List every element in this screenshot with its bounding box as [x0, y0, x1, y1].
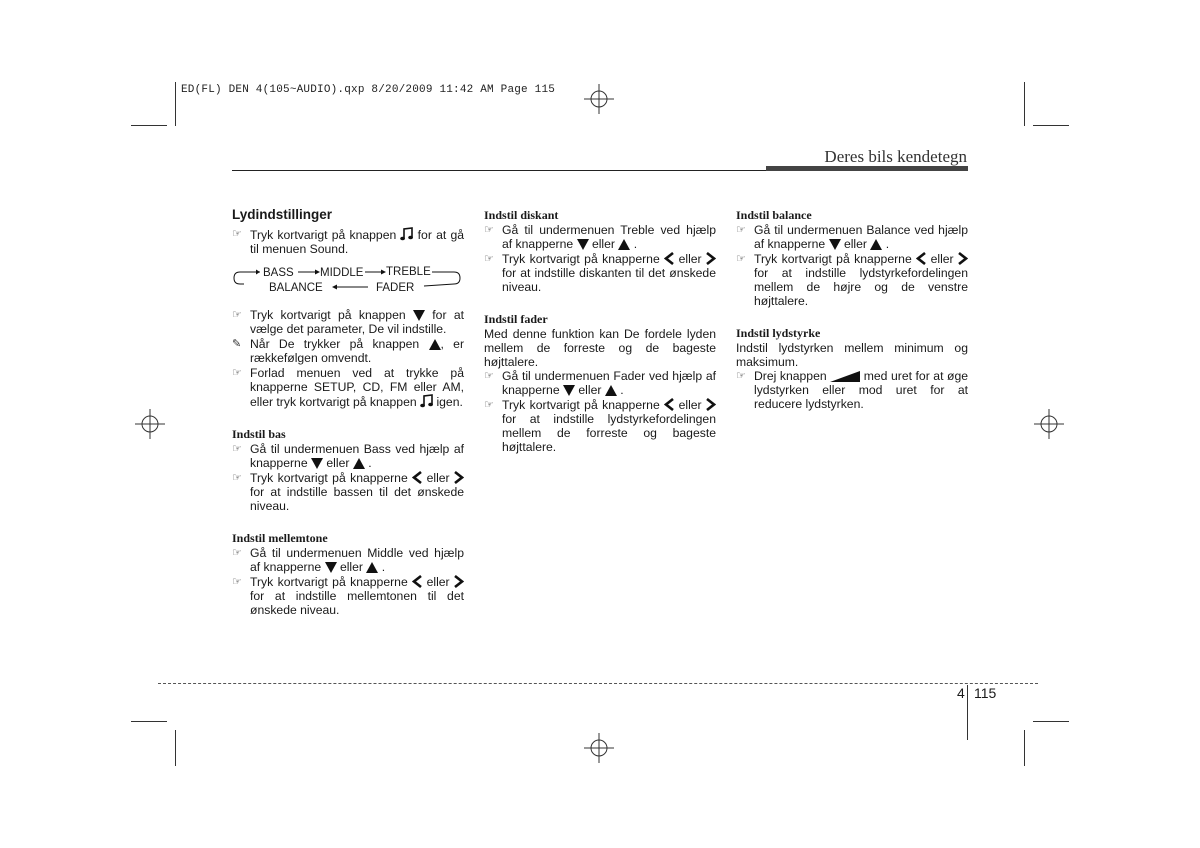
chevron-right-icon	[454, 471, 464, 484]
pointing-hand-icon: ☞	[484, 370, 494, 382]
pointing-hand-icon: ☞	[232, 443, 242, 455]
chevron-left-icon	[916, 252, 926, 265]
volume-wedge-icon	[830, 371, 860, 382]
registration-mark-icon	[584, 84, 614, 114]
triangle-up-icon	[429, 339, 441, 350]
page-number: 115	[974, 685, 997, 701]
fader-heading: Indstil fader	[484, 312, 548, 326]
print-slug: ED(FL) DEN 4(105~AUDIO).qxp 8/20/2009 11:42 AM Page 115	[181, 84, 556, 96]
triangle-down-icon	[577, 239, 589, 250]
list-item: ☞ Gå til undermenuen Balance ved hjælp af knapperne eller .	[736, 223, 968, 251]
pencil-note-icon: ✎	[232, 338, 242, 350]
list-item: ☞ Tryk kortvarigt på knapperne eller for at indstille bassen til det ønskede niveau.	[232, 471, 464, 513]
list-item: ☞ Gå til undermenuen Treble ved hjælp af knapperne eller .	[484, 223, 716, 251]
triangle-up-icon	[618, 239, 630, 250]
pointing-hand-icon: ☞	[232, 228, 242, 240]
registration-mark-icon	[1034, 409, 1064, 439]
list-item: ☞ Forlad menuen ved at trykke på knapperne SETUP, CD, FM eller AM, eller tryk kortvarigt på knappen igen.	[232, 366, 464, 409]
page-number-separator	[967, 685, 968, 740]
list-item: ☞ Tryk kortvarigt på knappen for at vælge det parameter, De vil indstille.	[232, 308, 465, 336]
diagram-label-fader: FADER	[376, 282, 415, 294]
chapter-number: 4	[957, 685, 965, 701]
footer-rule	[158, 683, 1038, 684]
list-item: ☞ Tryk kortvarigt på knapperne eller for at indstille diskanten til det ønskede niveau.	[484, 252, 716, 294]
crop-mark	[1033, 721, 1069, 722]
sound-menu-cycle-diagram	[232, 262, 464, 302]
pointing-hand-icon: ☞	[736, 224, 746, 236]
bass-heading: Indstil bas	[232, 427, 286, 441]
triangle-down-icon	[563, 385, 575, 396]
diagram-label-balance: BALANCE	[269, 282, 323, 294]
crop-mark	[1033, 125, 1069, 126]
pointing-hand-icon: ☞	[232, 547, 242, 559]
pointing-hand-icon: ☞	[736, 370, 746, 382]
list-item: ☞ Tryk kortvarigt på knapperne eller for at indstille lydstyrkefordelingen mellem de forreste og bageste højttalere.	[484, 398, 716, 454]
pointing-hand-icon: ☞	[736, 253, 746, 265]
music-note-icon	[400, 227, 413, 241]
triangle-down-icon	[311, 458, 323, 469]
crop-mark	[175, 82, 176, 126]
list-item: ☞ Gå til undermenuen Fader ved hjælp af knapperne eller .	[484, 369, 716, 397]
crop-mark	[131, 125, 167, 126]
balance-heading: Indstil balance	[736, 208, 812, 222]
list-item: ☞ Gå til undermenuen Bass ved hjælp af knapperne eller .	[232, 442, 464, 470]
music-note-icon	[420, 394, 433, 408]
triangle-down-icon	[829, 239, 841, 250]
pointing-hand-icon: ☞	[484, 399, 494, 411]
chevron-right-icon	[454, 575, 464, 588]
middle-heading: Indstil mellemtone	[232, 531, 328, 545]
triangle-down-icon	[325, 562, 337, 573]
list-item: ✎ Når De trykker på knappen , er rækkefølgen omvendt.	[232, 337, 464, 365]
list-item: ☞ Drej knappen med uret for at øge lydstyrken eller mod uret for at reducere lydstyrken.	[736, 369, 968, 411]
volume-heading: Indstil lydstyrke	[736, 326, 821, 340]
triangle-up-icon	[353, 458, 365, 469]
volume-description: Indstil lydstyrken mellem minimum og maksimum.	[736, 341, 968, 369]
pointing-hand-icon: ☞	[232, 576, 242, 588]
triangle-up-icon	[870, 239, 882, 250]
pointing-hand-icon: ☞	[484, 253, 494, 265]
fader-description: Med denne funktion kan De fordele lyden mellem de forreste og de bageste højttalere.	[484, 327, 716, 369]
diagram-label-middle: MIDDLE	[320, 267, 364, 279]
triangle-up-icon	[366, 562, 378, 573]
treble-heading: Indstil diskant	[484, 208, 559, 222]
chevron-left-icon	[664, 252, 674, 265]
pointing-hand-icon: ☞	[232, 309, 242, 321]
list-item: ☞ Tryk kortvarigt på knapperne eller for at indstille lydstyrkefordelingen mellem de højre og de venstre højttalere.	[736, 252, 968, 308]
registration-mark-icon	[135, 409, 165, 439]
list-item: ☞ Gå til undermenuen Middle ved hjælp af knapperne eller .	[232, 546, 464, 574]
chevron-right-icon	[706, 252, 716, 265]
crop-mark	[175, 730, 176, 766]
pointing-hand-icon: ☞	[484, 224, 494, 236]
diagram-label-bass: BASS	[263, 267, 294, 279]
crop-mark	[131, 721, 167, 722]
column-1	[232, 208, 464, 618]
chevron-left-icon	[664, 398, 674, 411]
crop-mark	[1024, 730, 1025, 766]
triangle-up-icon	[605, 385, 617, 396]
column-3	[736, 208, 968, 412]
chevron-right-icon	[958, 252, 968, 265]
column-2	[484, 208, 716, 455]
sound-settings-heading: Lydindstillinger	[232, 207, 333, 222]
section-title: Deres bils kendetegn	[824, 147, 967, 166]
list-item: ☞ Tryk kortvarigt på knapperne eller for at indstille mellemtonen til det ønskede niveau.	[232, 575, 464, 617]
list-item: ☞ Tryk kortvarigt på knappen for at gå til menuen Sound.	[232, 228, 465, 256]
pointing-hand-icon: ☞	[232, 367, 242, 379]
header-bar	[766, 166, 968, 171]
chevron-right-icon	[706, 398, 716, 411]
pointing-hand-icon: ☞	[232, 472, 242, 484]
crop-mark	[1024, 82, 1025, 126]
triangle-down-icon	[413, 310, 425, 321]
chevron-left-icon	[412, 575, 422, 588]
diagram-label-treble: TREBLE	[386, 266, 431, 278]
chevron-left-icon	[412, 471, 422, 484]
registration-mark-icon	[584, 733, 614, 763]
